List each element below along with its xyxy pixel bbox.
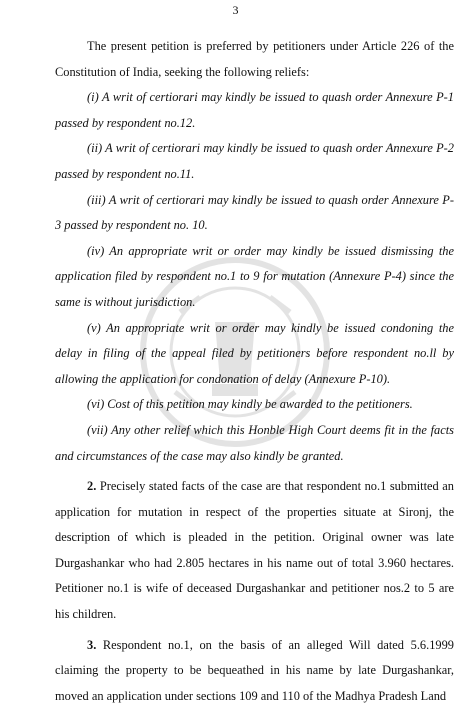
numbered-paragraph [55, 633, 454, 710]
paragraph-number: 3. [87, 637, 97, 652]
document-body [55, 34, 454, 709]
relief-item: (vii) Any other relief which this Honble High Court deems fit in the facts and circumstances of the case may also kindly be granted. [55, 422, 454, 463]
relief-item: (i) A writ of certiorari may kindly be issued to quash order Annexure P-1 passed by respondent no.12. [55, 90, 454, 130]
relief-item: (iii) A writ of certiorari may kindly be issued to quash order Annexure P-3 passed by respondent no. 10. [55, 192, 454, 233]
page-number: 3 [232, 3, 239, 17]
paragraph-number: 2. [87, 479, 97, 494]
relief-item: (ii) A writ of certiorari may kindly be issued to quash order Annexure P-2 passed by respondent no.11. [55, 141, 454, 181]
paragraph-text: Precisely stated facts of the case are that respondent no.1 submitted an application for mutation in respect of the properties situate at Sironj, the description of which is pleaded in the petition. Original owner was late Durgashankar who had 2.805 hectares in his name out of total 3.960 hectares. Petitioner no.1 is wife of deceased Durgashankar and petitioner nos.2 to 5 are his children. [55, 479, 454, 622]
numbered-paragraph [55, 474, 454, 628]
intro-paragraph: The present petition is preferred by petitioners under Article 226 of the Constitution of India, seeking the following reliefs: [55, 39, 454, 79]
relief-item: (iv) An appropriate writ or order may kindly be issued dismissing the application filed by respondent no.1 to 9 for mutation (Annexure P-4) since the same is without jurisdiction. [55, 243, 454, 309]
paragraph-text: Respondent no.1, on the basis of an alleged Will dated 5.6.1999 claiming the property to be bequeathed in his name by late Durgashankar, moved an application under sections 109 and 110 of the Madhya Pradesh Land [55, 637, 454, 703]
relief-item: (vi) Cost of this petition may kindly be awarded to the petitioners. [87, 397, 413, 412]
relief-item: (v) An appropriate writ or order may kindly be issued condoning the delay in filing of the appeal filed by petitioners before respondent no.ll by allowing the application for condonation of delay (Annexure P-10). [55, 320, 454, 386]
